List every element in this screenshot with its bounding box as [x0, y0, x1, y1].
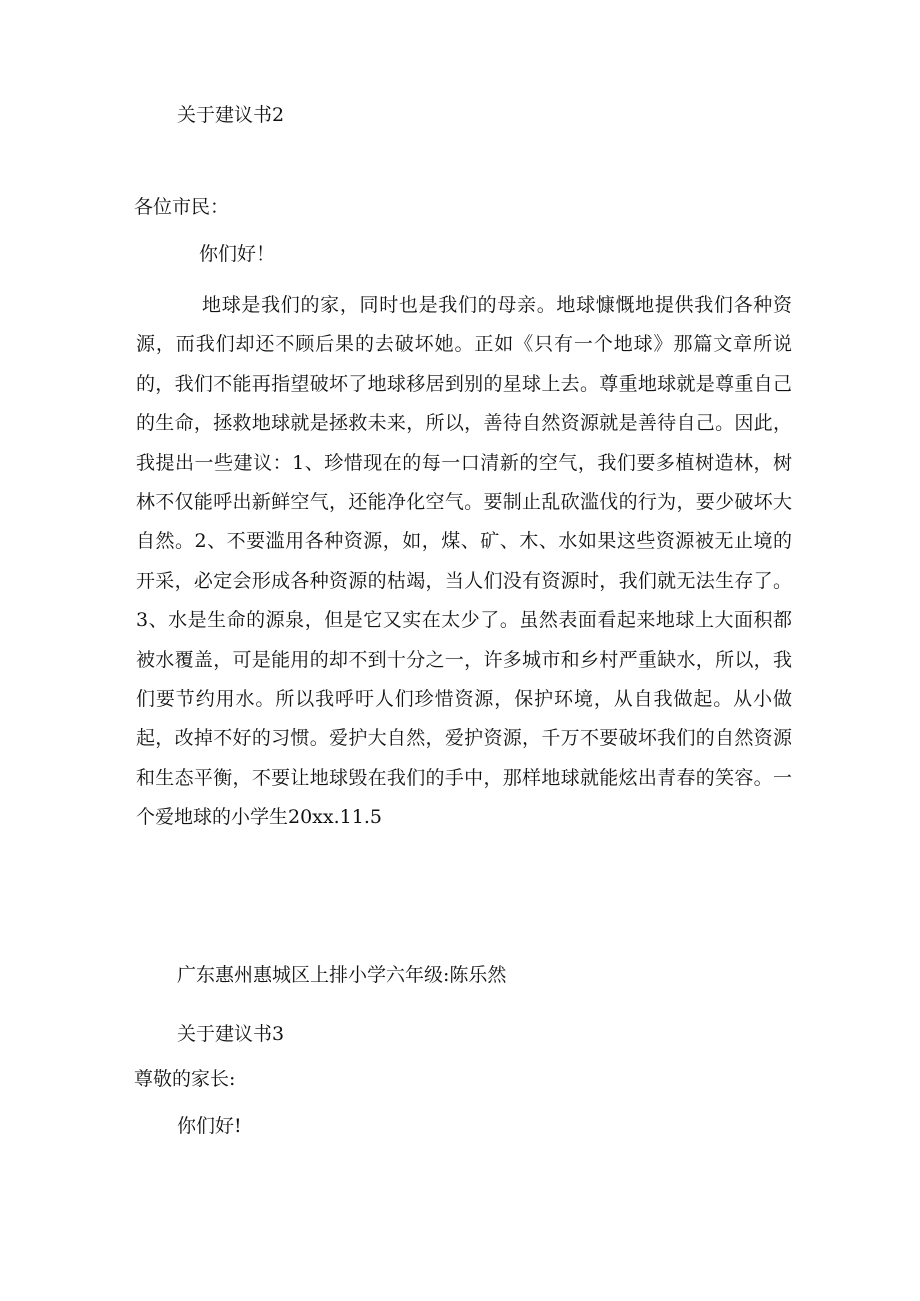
- second-letter-title: 关于建议书3: [177, 1023, 285, 1045]
- letter-title: 关于建议书2: [177, 104, 285, 126]
- second-letter-greeting: 你们好!: [177, 1115, 242, 1137]
- letter-greeting: 你们好！: [199, 243, 276, 265]
- second-letter-salutation: 尊敬的家长:: [134, 1068, 236, 1090]
- letter-salutation: 各位市民：: [134, 196, 230, 218]
- letter-signature: 广东惠州惠城区上排小学六年级:陈乐然: [177, 964, 507, 986]
- letter-body: 地球是我们的家，同时也是我们的母亲。地球慷慨地提供我们各种资源，而我们却还不顾后果的去破坏她。正如《只有一个地球》那篇文章所说的，我们不能再指望破坏了地球移居到别的星球上去。尊重地球就是尊重自己的生命，拯救地球就是拯救未来，所以，善待自然资源就是善待自己。因此，我提出一些建议：1、珍惜现在的每一口清新的空气，我们要多植树造林，树林不仅能呼出新鲜空气，还能净化空气。要制止乱砍滥伐的行为，要少破坏大自然。2、不要滥用各种资源，如，煤、矿、木、水如果这些资源被无止境的开采，必定会形成各种资源的枯竭，当人们没有资源时，我们就无法生存了。3、水是生命的源泉，但是它又实在太少了。虽然表面看起来地球上大面积都被水覆盖，可是能用的却不到十分之一，许多城市和乡村严重缺水，所以，我们要节约用水。所以我呼吁人们珍惜资源，保护环境，从自我做起。从小做起，改掉不好的习惯。爱护大自然，爱护资源，千万不要破坏我们的自然资源和生态平衡，不要让地球毁在我们的手中，那样地球就能炫出青春的笑容。一个爱地球的小学生20xx.11.5: [136, 294, 792, 829]
